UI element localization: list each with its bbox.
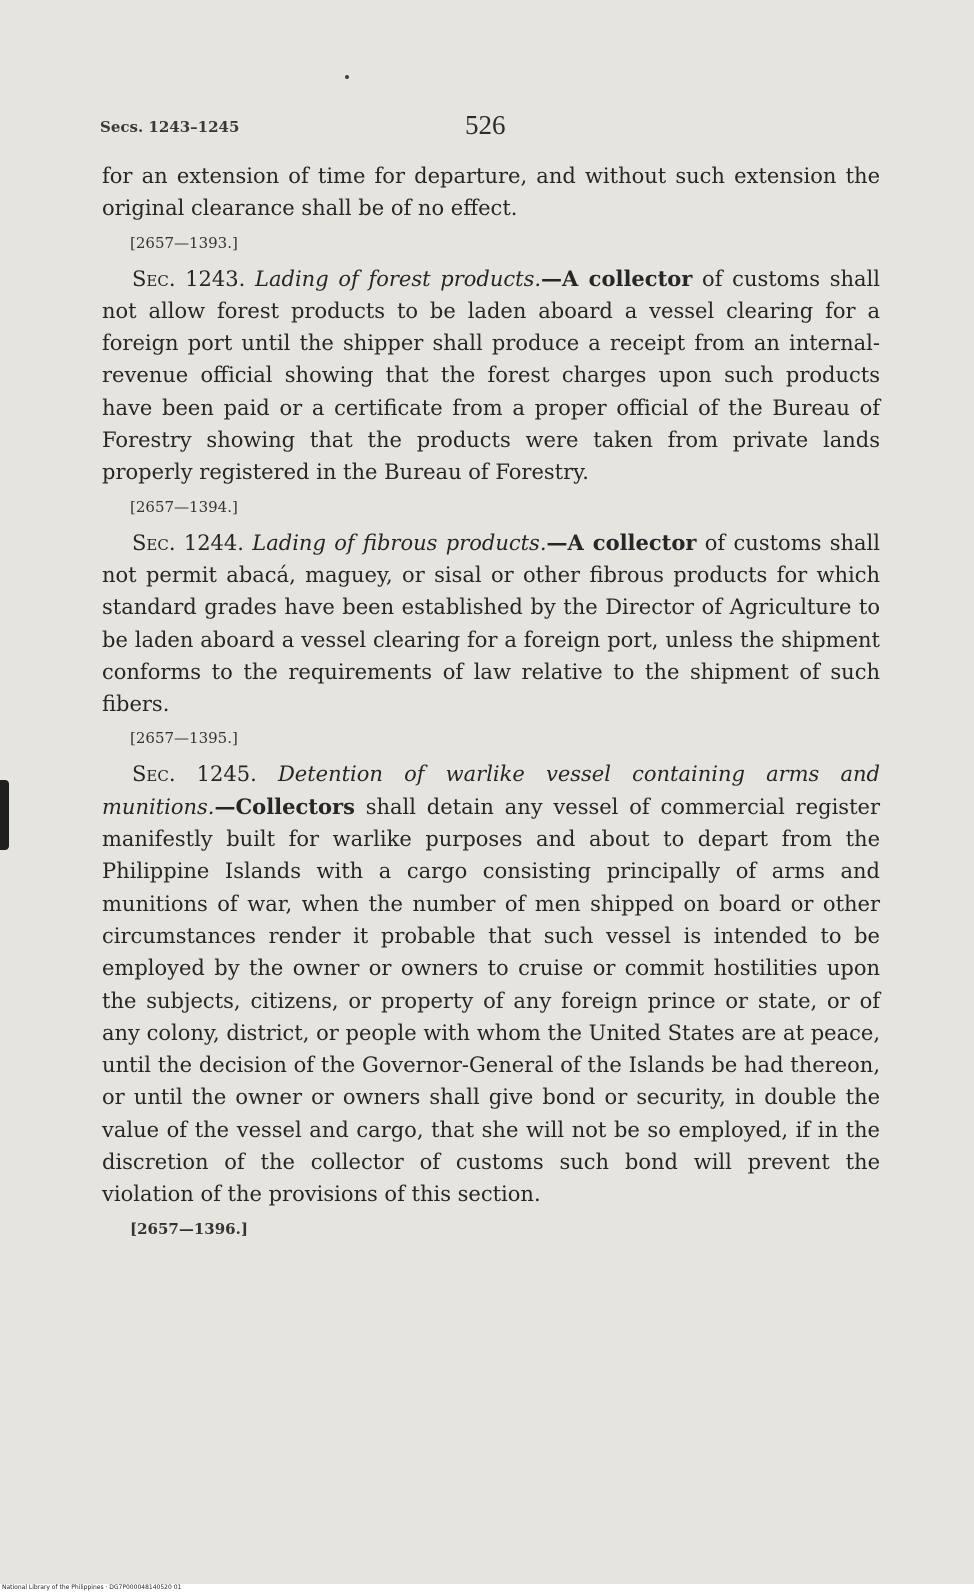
section-1243-text: of customs shall not allow forest products to be laden aboard a vessel clearing for a foreign port until the shipper shall produce a receipt from an internal-revenue official showing that the forest charges upon such products have been paid or a certificate from a proper official of the Bureau of Forestry showing that the products were taken from private lands properly registered in the Bureau of Forestry. bbox=[102, 266, 880, 485]
footer-credit: National Library of the Philippines · DG7P000048140520 01 bbox=[2, 1584, 182, 1591]
section-1243 bbox=[102, 263, 880, 489]
section-1244-title: Lading of fibrous products. bbox=[252, 530, 547, 555]
section-1244-reference: [2657—1395.] bbox=[130, 729, 238, 748]
section-1245-label: Sec. 1245. bbox=[132, 762, 257, 787]
header-sections: Secs. 1243–1245 bbox=[100, 118, 240, 136]
scan-footer bbox=[0, 1584, 974, 1596]
section-1245-text: shall detain any vessel of commercial register manifestly built for warlike purposes and about to depart from the Philippine Islands with a cargo consisting principally of arms and munitions of war, when the number of men shipped on board or other circumstances render it probable that such vessel is intended to be employed by the owner or owners to cruise or commit hostilities upon the subjects, citizens, or property of any foreign prince or state, or of any colony, district, or people with whom the United States are at peace, until the decision of the Governor-General of the Islands be had thereon, or until the owner or owners shall give bond or security, in double the value of the vessel and cargo, that she will not be so employed, if in the discretion of the collector of customs such bond will prevent the violation of the provisions of this section. bbox=[102, 794, 880, 1207]
page-body bbox=[102, 160, 880, 1249]
section-1245 bbox=[102, 758, 880, 1210]
section-1245-lead: —Collectors bbox=[214, 793, 355, 819]
intro-reference: [2657—1393.] bbox=[130, 233, 238, 252]
scan-speck bbox=[345, 75, 349, 79]
section-1245-reference: [2657—1396.] bbox=[130, 1219, 248, 1238]
section-1243-lead: —A collector bbox=[541, 265, 693, 291]
section-1243-label: Sec. 1243. bbox=[132, 266, 246, 291]
section-1244-label: Sec. 1244. bbox=[132, 530, 244, 555]
section-1244-lead: —A collector bbox=[546, 529, 697, 555]
section-1243-reference: [2657—1394.] bbox=[130, 497, 238, 516]
section-1245-title: Detention of warlike vessel containing arms and munitions. bbox=[102, 762, 880, 819]
page-header bbox=[100, 110, 880, 150]
section-1244 bbox=[102, 527, 880, 721]
binding-edge-mark bbox=[0, 780, 9, 850]
page-number: 526 bbox=[465, 110, 506, 140]
intro-paragraph: for an extension of time for departure, and without such extension the original clearance shall be of no effect. bbox=[102, 164, 880, 221]
section-1243-title: Lading of forest products. bbox=[255, 266, 542, 291]
section-1244-text: of customs shall not permit abacá, maguey, or sisal or other fibrous products for which standard grades have been established by the Director of Agriculture to be laden aboard a vessel clearing for a foreign port, unless the shipment conforms to the requirements of law relative to the shipment of such fibers. bbox=[102, 530, 880, 717]
